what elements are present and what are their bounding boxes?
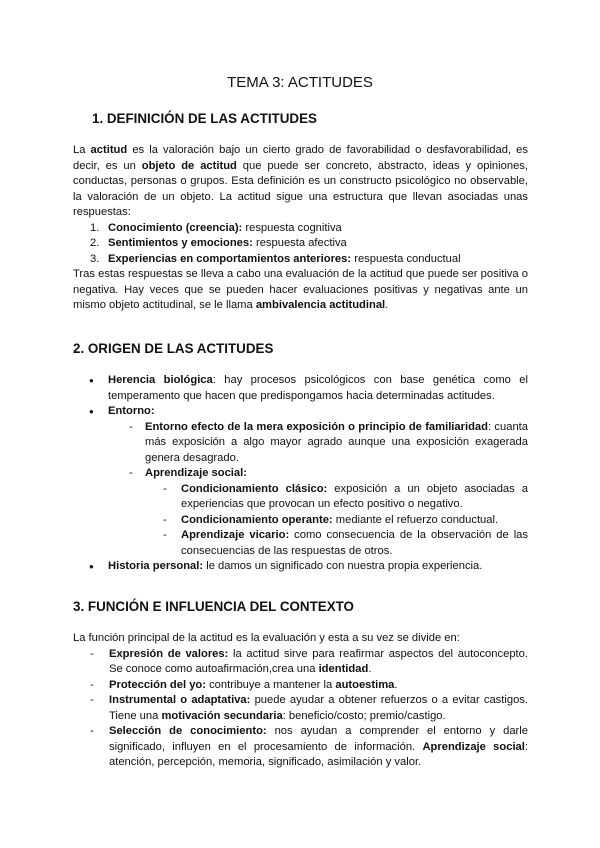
function-intro: La función principal de la actitud es la evaluación y esta a su vez se divide en: — [73, 632, 460, 644]
list-item: - Entorno efecto de la mera exposición o principio de familiaridad: cuanta más exposición a algo mayor agrado aunque una exposición exagerada genera desagrado. — [73, 420, 528, 467]
list-item: - Instrumental o adaptativa: puede ayudar a obtener refuerzos o a evitar castigos. Tiene una motivación secundaria: beneficio/costo; premio/castigo. — [73, 693, 528, 724]
document-title: TEMA 3: ACTITUDES — [227, 74, 373, 91]
list-item: - Aprendizaje social: — [73, 466, 528, 482]
list-item: ● Entorno: — [73, 404, 528, 420]
list-item: - Selección de conocimiento: nos ayudan a comprender el entorno y darle significado, influyen en el procesamiento de información. Aprendizaje social: atención, percepción, memoria, significado, asimilación y valor. — [73, 724, 528, 771]
list-item: ● Historia personal: le damos un significado con nuestra propia experiencia. — [73, 559, 528, 575]
list-item: 3. Experiencias en comportamientos anteriores: respuesta conductual — [90, 252, 461, 265]
ambivalence-paragraph: Tras estas respuestas se lleva a cabo una evaluación de la actitud que puede ser positiva o negativa. Hay veces que se pueden hacer evaluaciones positivas y negativas ante un mismo objeto actitudinal, se le llama ambivalencia actitudinal. — [73, 268, 528, 311]
list-item: 2. Sentimientos y emociones: respuesta afectiva — [90, 237, 347, 249]
section-1-body — [73, 143, 528, 314]
list-item: ● Herencia biológica: hay procesos psicológicos con base genética como el temperamento que hacen que predispongamos hacia determinadas actitudes. — [73, 373, 528, 404]
list-item: - Condicionamiento clásico: exposición a un objeto asociadas a experiencias que provocan un efecto positivo o negativo. — [73, 482, 528, 513]
section-3-body — [73, 631, 528, 771]
list-item: - Protección del yo: contribuye a mantener la autoestima. — [73, 678, 528, 694]
origin-list — [73, 373, 528, 575]
section-1-heading: 1. DEFINICIÓN DE LAS ACTITUDES — [92, 111, 317, 126]
section-2-body — [73, 373, 528, 575]
list-item: - Expresión de valores: la actitud sirve para reafirmar aspectos del autoconcepto. Se conoce como autoafirmación,crea una identidad. — [73, 647, 528, 678]
list-item: - Aprendizaje vicario: como consecuencia de la observación de las consecuencias de las respuestas de otros. — [73, 528, 528, 559]
definition-paragraph: La actitud es la valoración bajo un cierto grado de favorabilidad o desfavorabilidad, es decir, es un objeto de actitud que puede ser concreto, abstracto, ideas y opiniones, conductas, personas o grupos. Esta definición es un constructo psicológico no observable, la valoración de un objeto. La actitud sigue una estructura que llevan asociadas unas respuestas: — [73, 144, 529, 218]
response-list — [73, 221, 528, 268]
section-3-heading: 3. FUNCIÓN E INFLUENCIA DEL CONTEXTO — [73, 599, 354, 614]
function-list — [73, 647, 528, 771]
list-item: - Condicionamiento operante: mediante el refuerzo conductual. — [73, 513, 528, 529]
section-2-heading: 2. ORIGEN DE LAS ACTITUDES — [73, 341, 274, 356]
list-item: 1. Conocimiento (creencia): respuesta cognitiva — [90, 221, 342, 234]
